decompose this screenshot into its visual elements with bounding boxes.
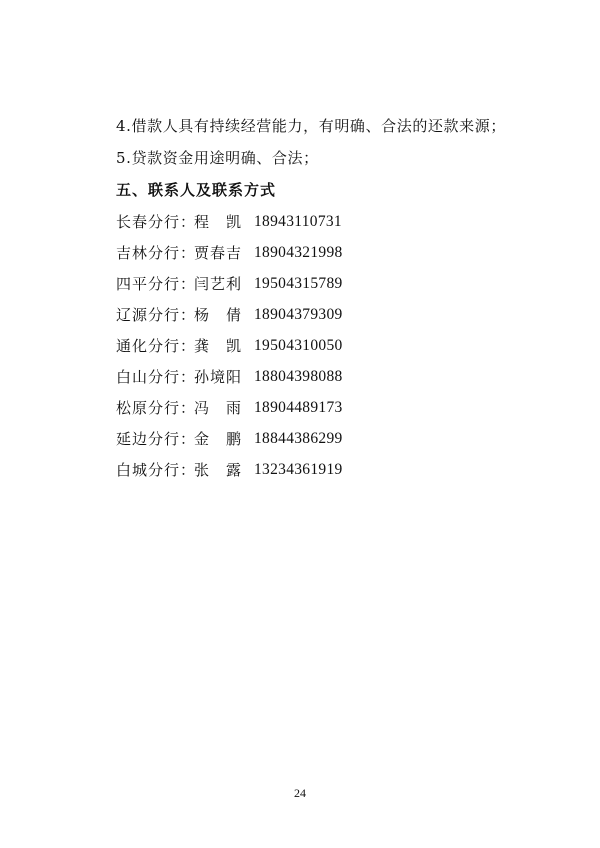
contact-person: 杨 倩	[194, 306, 243, 324]
branch-name: 长春分行：	[116, 213, 197, 231]
branch-name: 延边分行：	[116, 430, 197, 448]
contact-person: 闫艺利	[194, 275, 243, 293]
contact-phone: 18904489173	[254, 399, 343, 416]
contact-phone: 13234361919	[254, 461, 343, 478]
branch-name: 辽源分行：	[116, 306, 197, 324]
contact-person: 程 凯	[194, 213, 243, 231]
contact-phone: 18904321998	[254, 244, 343, 261]
page-number: 24	[294, 786, 306, 800]
condition-item-5: 5.贷款资金用途明确、合法；	[116, 149, 319, 167]
condition-item-4: 4.借款人具有持续经营能力，有明确、合法的还款来源；	[116, 117, 506, 135]
contact-person: 孙境阳	[194, 368, 243, 386]
contact-person: 贾春吉	[194, 244, 243, 262]
branch-name: 白城分行：	[116, 461, 197, 479]
contact-phone: 18804398088	[254, 368, 343, 385]
branch-name: 四平分行：	[116, 275, 197, 293]
contact-phone: 19504315789	[254, 275, 343, 292]
branch-name: 白山分行：	[116, 368, 197, 386]
contact-person: 金 鹏	[194, 430, 243, 448]
contact-phone: 18943110731	[254, 213, 342, 230]
contact-person: 冯 雨	[194, 399, 243, 417]
contact-person: 张 露	[194, 461, 243, 479]
contact-phone: 18844386299	[254, 430, 343, 447]
contact-phone: 19504310050	[254, 337, 343, 354]
branch-name: 通化分行：	[116, 337, 197, 355]
branch-name: 松原分行：	[116, 399, 197, 417]
section-heading: 五、联系人及联系方式	[116, 181, 277, 199]
contact-person: 龚 凯	[194, 337, 243, 355]
contact-phone: 18904379309	[254, 306, 343, 323]
branch-name: 吉林分行：	[116, 244, 197, 262]
